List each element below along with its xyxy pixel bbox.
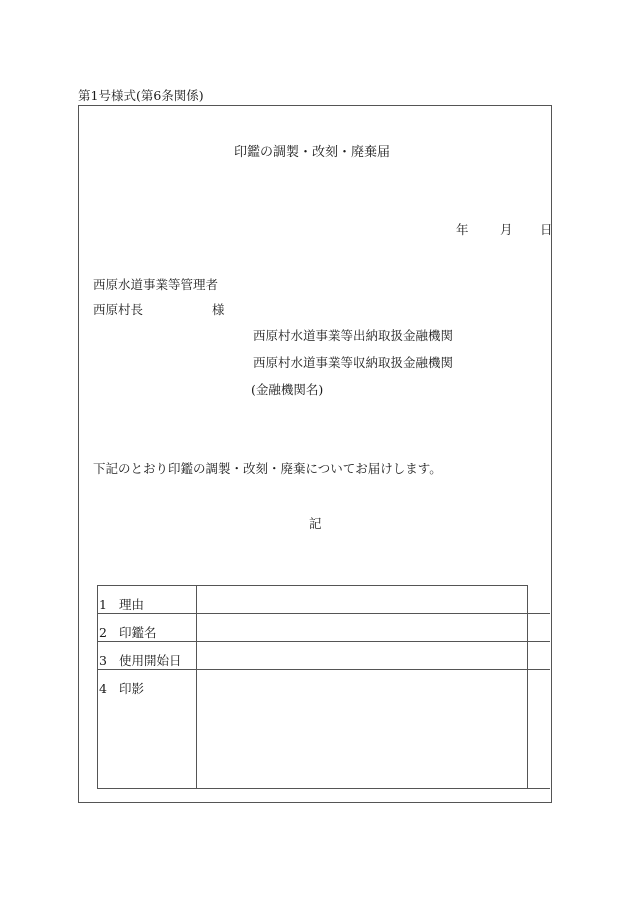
item-label-cell <box>98 670 197 789</box>
item-label-cell <box>98 614 197 642</box>
items-table <box>97 585 550 789</box>
table-gap-cell <box>528 586 550 614</box>
table-row <box>98 670 551 789</box>
item-value-cell[interactable] <box>196 670 527 789</box>
item-value-cell[interactable] <box>196 586 527 614</box>
date-day-label: 日 <box>540 222 553 237</box>
item-number: 3 <box>99 652 107 668</box>
item-label: 印鑑名 <box>119 624 157 640</box>
addressee-line-2: 西原村長 <box>93 302 144 317</box>
item-value-cell[interactable] <box>196 642 527 670</box>
ki-label: 記 <box>309 516 322 531</box>
sender-line-2: 西原村水道事業等収納取扱金融機関 <box>253 355 454 370</box>
item-label: 印影 <box>119 681 145 696</box>
sender-line-1: 西原村水道事業等出納取扱金融機関 <box>253 328 454 343</box>
form-number: 第1号様式(第6条関係) <box>78 88 204 103</box>
item-value-cell[interactable] <box>196 614 527 642</box>
item-number: 2 <box>99 624 107 640</box>
item-label-cell <box>98 586 197 614</box>
table-row <box>98 586 551 614</box>
addressee-honorific: 様 <box>212 302 225 317</box>
item-number: 1 <box>99 596 107 612</box>
table-gap-cell <box>528 670 550 789</box>
body-text: 下記のとおり印鑑の調製・改刻・廃棄についてお届けします。 <box>93 461 442 476</box>
item-label-cell <box>98 642 197 670</box>
sender-line-3: (金融機関名) <box>251 382 324 397</box>
table-row <box>98 614 551 642</box>
item-number: 4 <box>99 681 107 696</box>
addressee-line-1: 西原水道事業等管理者 <box>93 277 219 292</box>
document-title: 印鑑の調製・改刻・廃棄届 <box>234 145 391 160</box>
table-row <box>98 642 551 670</box>
item-label: 使用開始日 <box>119 652 182 668</box>
item-label: 理由 <box>119 596 145 612</box>
table-gap-cell <box>528 642 550 670</box>
date-month-label: 月 <box>500 222 513 237</box>
table-gap-cell <box>528 614 550 642</box>
date-year-label: 年 <box>456 222 469 237</box>
